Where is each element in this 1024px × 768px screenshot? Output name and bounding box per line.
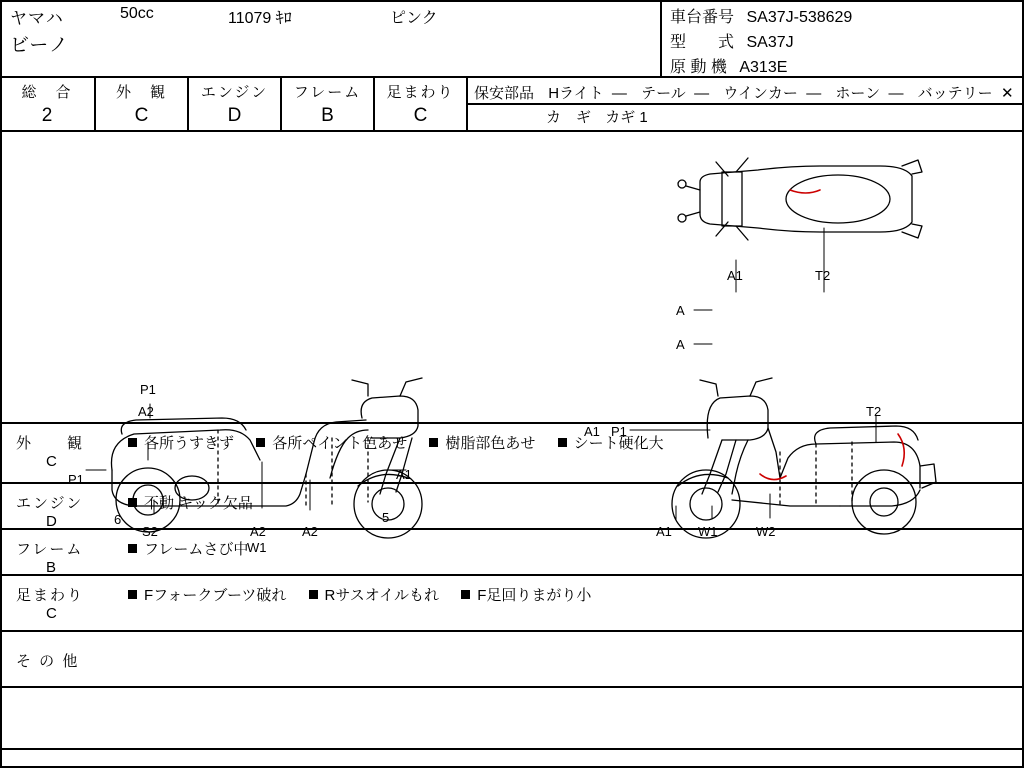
bullet-icon: [256, 438, 265, 447]
type-value: SA37J: [746, 34, 794, 51]
grade-value-engine: D: [227, 105, 242, 126]
diagram-label-a-top-1: A: [676, 303, 685, 318]
diagram-label-a1-left: A1: [396, 467, 412, 482]
bullet-icon: [558, 438, 567, 447]
diagram-label-p1-left-2: P1: [68, 472, 84, 487]
comment-item-text: 各所ペイント色あせ: [272, 435, 408, 452]
diagram-label-w2-right: W2: [756, 524, 776, 539]
bullet-icon: [128, 590, 137, 599]
comment-item-text: Fフォークブーツ破れ: [144, 587, 287, 604]
grade-value-appearance: C: [134, 105, 149, 126]
comment-item-text: 樹脂部色あせ: [445, 435, 536, 452]
safety-item-horn-mark: ―: [888, 85, 904, 102]
safety-item-horn: [835, 82, 903, 103]
comment-row-frame: [0, 530, 1024, 576]
comment-category-frame: フレーム: [16, 541, 84, 558]
grade-label-overall: 総 合: [21, 84, 73, 101]
bullet-icon: [128, 498, 137, 507]
diagram-label-a2-mid: A2: [250, 524, 266, 539]
safety-item-battery-mark: ✕: [1000, 85, 1014, 102]
grade-value-frame: B: [321, 105, 334, 126]
engine-model-value: A313E: [739, 59, 788, 76]
model-name: ビーノ: [10, 35, 69, 56]
comment-category-engine: エンジン: [16, 495, 84, 512]
sheet-header: [0, 0, 1024, 78]
diagram-label-p1-left: P1: [140, 382, 156, 397]
comment-item-text: シート硬化大: [573, 435, 664, 452]
safety-item-headlight-mark: ―: [611, 85, 627, 102]
grade-cell-frame: [282, 78, 375, 130]
mileage-value: 11079 ｷﾛ: [228, 10, 292, 27]
vehicle-identification: [660, 0, 1024, 76]
comment-item-text: Rサスオイルもれ: [324, 587, 440, 604]
top-view-group: [678, 158, 922, 344]
safety-item-winker: [723, 82, 821, 103]
safety-parts-section: [468, 78, 1024, 130]
comment-item-text: 各所うすきず: [144, 435, 235, 452]
diagram-label-a-top-2: A: [676, 337, 685, 352]
comment-row-appearance: [0, 424, 1024, 484]
safety-divider: [468, 103, 1024, 105]
comment-item: [128, 587, 286, 604]
grade-label-engine: エンジン: [200, 84, 269, 101]
safety-item-battery-name: バッテリー: [917, 85, 993, 102]
comment-row-suspension: [0, 576, 1024, 632]
comment-item: [558, 435, 664, 452]
grade-value-suspension: C: [413, 105, 428, 126]
comment-grade-engine: D: [46, 513, 57, 530]
comment-category-other: そ の 他: [16, 653, 80, 670]
diagram-label-p1-right: P1: [611, 424, 627, 439]
type-label: 型 式: [670, 34, 735, 51]
bullet-icon: [309, 590, 318, 599]
grade-cell-engine: [189, 78, 282, 130]
diagram-label-a1-right-2: A1: [656, 524, 672, 539]
engine-model-label: 原 動 機: [670, 59, 727, 76]
comment-grade-frame: B: [46, 559, 57, 576]
bullet-icon: [128, 544, 137, 553]
comment-item: [461, 587, 591, 604]
safety-item-tail-mark: ―: [694, 85, 710, 102]
bullet-icon: [461, 590, 470, 599]
comment-item: [309, 587, 439, 604]
displacement-value: 50cc: [120, 5, 154, 22]
comment-category-appearance: 外 観: [16, 435, 85, 452]
diagram-label-s2: S2: [142, 524, 158, 539]
comment-items-frame: [128, 538, 1016, 559]
bullet-icon: [128, 438, 137, 447]
comment-grade-suspension: C: [46, 605, 57, 622]
safety-item-headlight-name: Hライト: [548, 85, 604, 102]
safety-item-tail: [641, 82, 709, 103]
comment-items-appearance: [128, 432, 1016, 453]
comment-row-engine: [0, 484, 1024, 530]
chassis-number-value: SA37J-538629: [746, 9, 853, 26]
safety-item-key-count: カギ 1: [605, 109, 648, 126]
comment-grade-appearance: C: [46, 453, 57, 470]
diagram-label-t2-right: T2: [866, 404, 882, 419]
grade-label-appearance: 外 観: [115, 84, 167, 101]
comment-item: [128, 541, 248, 558]
comment-item: [128, 495, 253, 512]
safety-item-battery: [918, 82, 1014, 103]
diagram-label-t2-top: T2: [815, 268, 831, 283]
safety-item-key-label: カ ギ: [546, 109, 592, 126]
comment-item: [429, 435, 535, 452]
diagram-label-w1-left: W1: [247, 540, 267, 555]
comment-item: [256, 435, 407, 452]
comment-item: [128, 435, 234, 452]
comment-row-other: [0, 632, 1024, 688]
comment-items-engine: [128, 492, 1016, 513]
maker-name: ヤマハ: [10, 9, 64, 28]
comment-items-suspension: [128, 584, 1016, 605]
diagram-label-w1-right: W1: [698, 524, 718, 539]
bullet-icon: [429, 438, 438, 447]
comment-item-text: 不動 キック欠品: [144, 495, 253, 512]
engine-model-row: [670, 54, 787, 77]
safety-title: 保安部品: [474, 85, 535, 102]
comment-item-text: F足回りまがり小: [477, 587, 592, 604]
grade-value-overall: 2: [41, 105, 53, 126]
safety-item-winker-name: ウインカー: [723, 85, 798, 102]
safety-item-headlight: [548, 82, 627, 103]
safety-item-tail-name: テール: [641, 85, 686, 102]
diagram-label-a2-left-top: A2: [138, 404, 154, 419]
chassis-number-row: [670, 4, 852, 27]
grade-bar: [0, 78, 1024, 132]
vehicle-summary: [0, 0, 660, 76]
chassis-number-label: 車台番号: [670, 9, 735, 26]
blank-row: [0, 688, 1024, 750]
grade-cell-suspension: [375, 78, 468, 130]
diagram-label-a2-right: A2: [302, 524, 318, 539]
comment-category-suspension: 足まわり: [16, 587, 85, 604]
type-row: [670, 29, 794, 52]
safety-row-1: [474, 82, 1024, 103]
grade-cell-overall: [0, 78, 96, 130]
diagram-label-a1-right: A1: [584, 424, 600, 439]
grade-label-suspension: 足まわり: [386, 84, 455, 101]
diagram-label-5: 5: [382, 510, 390, 525]
comment-item-text: フレームさび中: [144, 541, 249, 558]
color-value: ピンク: [390, 10, 438, 27]
grade-label-frame: フレーム: [293, 84, 362, 101]
safety-item-winker-mark: ―: [806, 85, 822, 102]
safety-row-2: [474, 106, 658, 127]
grade-cell-appearance: [96, 78, 189, 130]
diagram-label-a1-top: A1: [727, 268, 743, 283]
safety-item-horn-name: ホーン: [835, 85, 881, 102]
diagram-label-6: 6: [114, 512, 122, 527]
